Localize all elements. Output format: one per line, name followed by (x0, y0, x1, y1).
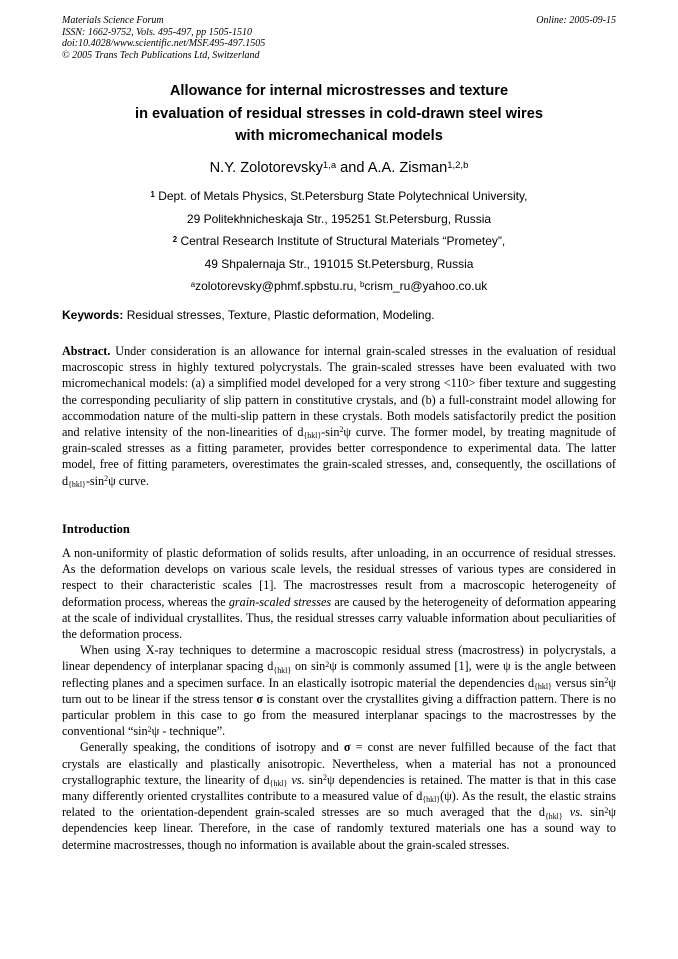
keywords-text: Residual stresses, Texture, Plastic deformation, Modeling. (123, 308, 435, 322)
affiliation-1-line-1 (62, 185, 616, 208)
paragraph-text: sin (304, 772, 324, 787)
author-1-affil: 1,a (322, 159, 337, 171)
copyright-line: © 2005 Trans Tech Publications Ltd, Switzerland (62, 49, 260, 61)
author-2-affil: 1,2,b (447, 159, 469, 171)
abstract-text: -sin (85, 473, 105, 488)
email-b-marker: b (360, 279, 365, 289)
subscript: {hkl} (422, 795, 441, 805)
affiliations (62, 185, 616, 298)
author-list (62, 158, 616, 178)
subscript: {hkl} (273, 665, 292, 675)
italic-vs: vs. (562, 805, 584, 820)
paragraph-text: = const are never fulfilled because of the fact that crystals are elastically and plastically anisotropic. Nevertheless, when a material has not a pronounced crystallographic texture, the linearity of d (62, 740, 616, 787)
paragraph-text: is constant over the crystallites giving a diffraction pattern. There is no particular problem in this case to go from the measured interplanar spacings to the macrostresses by the conventional “sin (62, 691, 616, 739)
email-a: zolotorevsky@phmf.spbstu.ru, (195, 279, 360, 293)
issn-line: ISSN: 1662-9752, Vols. 495-497, pp 1505-1510 (62, 26, 252, 38)
paragraph-text: sin (583, 805, 605, 820)
online-date: Online: 2005-09-15 (536, 15, 616, 26)
author-and: and (336, 160, 368, 176)
title-line-1: Allowance for internal microstresses and texture (169, 83, 509, 99)
affiliation-2-line-1 (62, 230, 616, 253)
author-2: A.A. Zisman (367, 160, 448, 176)
abstract-text: ψ curve. (108, 473, 149, 488)
email-line (62, 275, 616, 298)
subscript: {hkl} (269, 779, 288, 789)
journal-name: Materials Science Forum (62, 15, 164, 26)
author-1: N.Y. Zolotorevsky (209, 160, 323, 176)
superscript: 2 (147, 724, 152, 734)
abstract-text: Under consideration is an allowance for internal grain-scaled stresses in the evaluation of residual macroscopic stress in highly textured polycrystals. The grain-scaled stresses have been evaluated with two micromechanical models: (a) a simplified model developed for a very strong <110> fiber texture and suggesting the corresponding peculiarity of slip pattern in constitutive crystals, and (b) a full-constraint model allowing for accommodation nature of the multi-slip pattern in these crystals. Both models satisfactorily predict the position and relative intensity of the non-linearities of d (62, 344, 616, 440)
paragraph-text: ψ turn out to be linear if the stress tensor (62, 675, 616, 706)
paragraph-text: When using X-ray techniques to determine a macroscopic residual stress (macrostress) in polycrystals, a linear dependency of interplanar spacing d (62, 643, 616, 674)
paper-title (62, 80, 616, 148)
superscript: 2 (104, 474, 109, 484)
superscript: 2 (339, 425, 344, 435)
abstract (62, 343, 616, 489)
doi-line: doi:10.4028/www.scientific.net/MSF.495-497.1505 (62, 38, 266, 49)
affiliation-1-line-2: 29 Politekhnicheskaja Str., 195251 St.Petersburg, Russia (186, 211, 492, 226)
paragraph-text: ψ dependencies keep linear. Therefore, in the case of randomly textured materials one has a sound way to determine macrostresses, though no information is available about the grain-scaled stresses. (62, 805, 616, 852)
affiliation-2-number: 2 (172, 234, 178, 244)
superscript: 2 (604, 676, 609, 686)
paragraph-text: ψ dependencies is retained. The matter is that in this case many differently oriented crystallites contribute to a measured value of d (62, 772, 616, 804)
paragraph-text: (ψ). As the result, the elastic strains related to the orientation-dependent grain-scaled stresses are so much averaged that the d (62, 789, 617, 820)
title-line-3: with micromechanical models (235, 128, 443, 144)
paragraph-text: on sin (291, 659, 326, 674)
sigma-symbol: σ (343, 740, 351, 755)
paragraph-text: Generally speaking, the conditions of isotropy and (80, 740, 344, 755)
affiliation-2-text: Central Research Institute of Structural Materials “Prometey”, (177, 234, 506, 248)
journal-header (62, 15, 265, 61)
subscript: {hkl} (544, 811, 563, 821)
email-b: crism_ru@yahoo.co.uk (364, 279, 488, 293)
sigma-symbol: σ (256, 691, 264, 706)
email-a-marker: a (190, 279, 196, 289)
superscript: 2 (604, 805, 609, 815)
introduction-body (62, 545, 616, 853)
title-line-2: in evaluation of residual stresses in cold-drawn steel wires (135, 105, 543, 122)
subscript: {hkl} (534, 682, 552, 691)
intro-paragraph-2 (62, 642, 616, 739)
paragraph-text: A non-uniformity of plastic deformation of solids results, after unloading, in an occurrence of residual stresses. As the deformation develops on various scale levels, the residual stresses of various types are considered in respect to their characteristic scales [1]. The macrostresses result from a macroscopic heterogeneity of deformation process, whereas the (62, 546, 616, 609)
paragraph-text: ψ - technique”. (151, 724, 226, 739)
subscript: {hkl} (303, 431, 322, 441)
keywords-label: Keywords: (62, 308, 124, 322)
abstract-label: Abstract. (62, 344, 111, 358)
affiliation-1-number: 1 (150, 189, 155, 199)
affiliation-1-text: Dept. of Metals Physics, St.Petersburg State Polytechnical University, (154, 189, 528, 203)
intro-paragraph-1 (62, 545, 616, 642)
subscript: {hkl} (68, 480, 86, 489)
affiliation-2-line-2: 49 Shpalernaja Str., 191015 St.Petersburg, Russia (204, 256, 474, 271)
paragraph-text: are caused by the heterogeneity of deformation appearing at the scale of individual crystallites. Thus, the residual stresses carry valuable information about peculiarities of the deformation process. (62, 594, 616, 642)
paragraph-text: ψ is commonly assumed [1], were ψ is the angle between reflecting planes and a specimen surface. In an elastically isotropic material the dependencies d (62, 659, 616, 690)
paragraph-text: versus sin (551, 675, 605, 690)
italic-term: grain-scaled stresses (228, 594, 332, 609)
intro-paragraph-3 (62, 739, 616, 852)
abstract-text: ψ curve. The former model, by treating magnitude of grain-scaled stresses as a fitting parameter, provides better correspondence to experimental data. The latter model, free of fitting parameters, overestimates the grain-scaled stresses, and, consequently, the oscillations of d (62, 425, 617, 488)
keywords (62, 307, 616, 323)
section-heading: Introduction (62, 522, 130, 536)
superscript: 2 (323, 773, 327, 783)
abstract-text: -sin (321, 425, 340, 440)
italic-vs: vs. (287, 772, 305, 787)
superscript: 2 (325, 659, 330, 669)
